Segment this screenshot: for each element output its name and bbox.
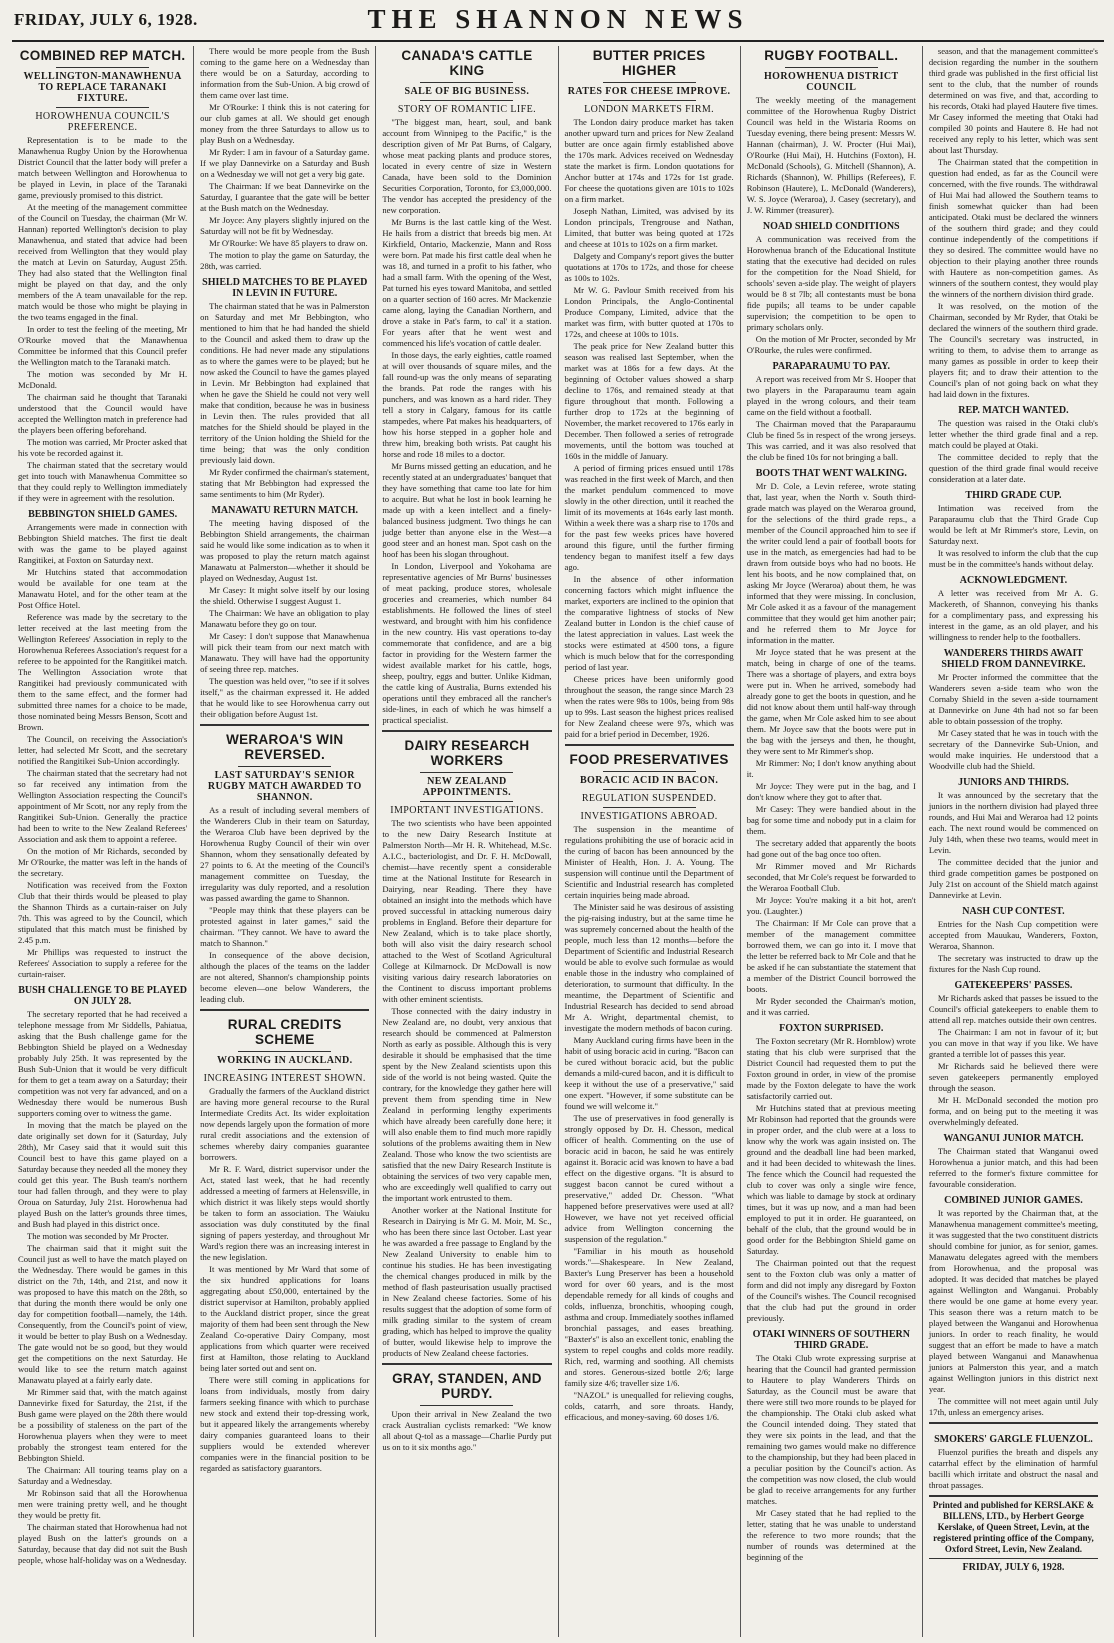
article xyxy=(382,1363,551,1453)
paragraph: The chairman said he thought that Taranaki understood that the Council would have accepted the Wellington match in preference had the players been offering beforehand. xyxy=(18,392,188,435)
paragraph: The Chairman stated that the competition in question had ended, as far as the Council were concerned, with the five rounds. The withdrawal of Hui Mai had allowed the Southern teams to finish somewhat quicker than had been anticipated. Otaki must be declared the winners of the southern third grade; and they could continue independently of the competitions if they so desired. The committee would have no objection to their playing another three rounds with Hautere as non-competition games. As winners of the southern contest, they would play the winners of the northern division third grade. xyxy=(928,157,1099,299)
paragraph: The question was raised in the Otaki club's letter whether the third grade final and a rep. match could be played at Otaki. xyxy=(928,418,1099,450)
paragraph: Mr Burns is the last cattle king of the West. He hails from a district that breeds big men. At Kirkfield, Ontario, Mackenzie, Mann and Ross were born. Pat made his first cattle deal when he was 18, and turned in a profit to his father, who had a small farm. With the opening of the West, Pat turned his eyes toward Manitoba, and settled on a quarter section of 160 acres. Mr Mackenzie came along, laying the Canadian Northern, and drove a stake in Pat's farm, to cal' it a station. For years after that he went west and commenced his life's vocation of cattle dealer. xyxy=(382,217,552,348)
masthead xyxy=(12,0,1104,42)
column-area xyxy=(12,46,1104,1637)
article-subheading: LAST SATURDAY'S SENIOR RUGBY MATCH AWARDED TO SHANNON. xyxy=(207,770,362,803)
paragraph: The chairman said that it might suit the Council just as well to have the match played on the Wednesday. There would be games in this district on the 7th, 14th, and 21st, and now it was proposed to have this match on the 28th, so that during the month there would be only one day for competition football—namely, the 14th. Consequently, from the Council's point of view, it would be better to play Bush on a Wednesday. The gate would not be so good, but they would get the competitions on the next Saturday. He would like to see the return match against Manawatu played at a fairly early date. xyxy=(18,1243,188,1385)
article xyxy=(929,46,1098,1418)
article xyxy=(200,1009,369,1474)
paragraph: Mr H. McDonald seconded the motion pro forma, and on being put to the meeting it was overwhelmingly defeated. xyxy=(928,1095,1099,1127)
paragraph: The peak price for New Zealand butter this season was realised last September, when the market was at 186s for a few days. At the beginning of October values showed a sharp decline to 176s, and remained steady at that figure throughout that month. Following a further drop to 172s at the beginning of November, the market recovered to 176s early in December. Then followed a series of retrograde movements, until the bottom was touched at 160s in the middle of January. xyxy=(564,341,734,461)
deck-rule xyxy=(603,807,696,808)
paragraph: Mr Ryder seconded the Chairman's motion, and it was carried. xyxy=(746,996,916,1017)
paragraph: It was resolved, on the motion of the Chairman, seconded by Mr Ryder, that Otaki be declared the winners of the southern third grade. The Council's secretary was instructed, in writing to them, to advise them to arrange as many games as possible in order to keep their players fit; and to draw their attention to the Council's plan of not going back on what they had laid down in the fixtures. xyxy=(928,301,1099,399)
paragraph: In those days, the early eighties, cattle roamed at will over thousands of square miles, and the fall round-up was the only means of separating the brands. Pat rode the ranges with his punchers, and was known as a hard rider. They tell a story in Calgary, famous for its cattle stampedes, where Pat makes his headquarters, of how his horse stepped in a gopher hole and threw him, breaking both wrists. Pat caught his horse and rode 18 miles to a doctor. xyxy=(382,350,552,459)
article xyxy=(200,46,369,720)
paragraph: Mr Hutchins stated that accommodation would be available for one team at the Manawatu Hotel, and for the other team at the Post Office Hotel. xyxy=(18,567,188,610)
paragraph: The chairman stated that the secretary would get into touch with Manawhenua Committee so that they could reply to Wellington immediately if they were in agreement with the resolution. xyxy=(18,460,188,503)
section-heading: NOAD SHIELD CONDITIONS xyxy=(762,221,900,232)
column-4 xyxy=(559,46,741,1637)
paragraph: The Minister said he was desirous of assisting the pig-raising industry, but at the same time he was supremely concerned about the health of the people, much less than 12 months—before the Department of Scientific and Industrial Research would be able to evolve such formulae as would enable those in the industry who complained of deterioration, to surmount that difficulty. In the meantime, the Department of Scientific and Industrial Research has decided to send abroad Mr A. Wright, departmental chemist, to investigate the modern methods of bacon curing. xyxy=(564,902,734,1033)
article-subheading: WELLINGTON-MANAWHENUA TO REPLACE TARANAKI FIXTURE. xyxy=(23,71,182,104)
section-heading: PARAPARAUMU TO PAY. xyxy=(772,361,891,372)
paragraph: There would be more people from the Bush coming to the game here on a Wednesday than there would be on a Saturday, according to information from the Sub-Union. A big crowd of them came over last time. xyxy=(200,46,370,100)
section-heading: GATEKEEPERS' PASSES. xyxy=(954,980,1073,991)
paragraph: Joseph Nathan, Limited, was advised by its London principals, Trengrouse and Nathan, Limited, that butter was being quoted at 172s and cheese at 101s to 102s on a firm market. xyxy=(564,206,734,249)
section-heading: ACKNOWLEDGMENT. xyxy=(959,575,1068,586)
paragraph: Mr Richards said he believed there were seven gatekeepers permanently employed through the season. xyxy=(928,1061,1099,1093)
article-subheading: RATES FOR CHEESE IMPROVE. xyxy=(567,86,731,97)
paragraph: The weekly meeting of the management committee of the Horowhenua Rugby District Council was held in the Wistaria Rooms on Tuesday evening, there being present: Messrs W. Hannan (chairman), J. W. Procter (Hui Mai), O'Rourke (Hui Mai), H. Hutchins (Foxton), H. McDonald (Schools), G. Mitchell (Shannon), A. Richards (Shannon), W. Phillips (Referees), F. Robinson (Hautere), L. McDonald (Wanderers), W. S. Joyce (Weraroa), J. Casey (secretary), and J. W. Rimmer (treasurer). xyxy=(746,95,916,215)
headline-rule xyxy=(56,67,149,68)
paragraph: The secretary reported that he had received a telephone message from Mr Siddells, Pahiatua, asking that the Bush challenge game for the Bebbington Shield be played on a Wednesday probably July 25th. It was represented by the Bush Sub-Union that it would be very difficult for them to get a team away on a Saturday; their competition was not very far advanced, and on a Wednesday there would be numerous Bush supporters coming over to witness the game. xyxy=(18,1009,188,1118)
paragraph: Mr Robinson said that all the Horowhenua men were training pretty well, and he thought they would be pretty fit. xyxy=(18,1488,188,1520)
paragraph: Mr Burns missed getting an education, and he recently stated at an undergraduates' banquet that they have something that came too late for him to acquire. But what he lost in book learning he made up with a keen intellect and a finely-balanced business judgment. Two things he can judge better than anyone else in the West—a good steer and an honest man. Spot cash on the hoof has been his slogan throughout. xyxy=(382,461,552,559)
column-3 xyxy=(376,46,558,1637)
paragraph: The meeting having disposed of the Bebbington Shield arrangements, the chairman said he would like some indication as to when it was proposed to play the return match against Manawatu at Palmerston—whether it should be played on Wednesday, August 1st. xyxy=(200,518,370,583)
paragraph: Mr O'Rourke: We have 85 players to draw on. xyxy=(209,238,368,248)
article-subheading: INVESTIGATIONS ABROAD. xyxy=(580,811,718,822)
paragraph: The suspension in the meantime of regulations prohibiting the use of boracic acid in the curing of bacon has been announced by the Minister of Health, Hon. J. A. Young. The suspension will continue until the Department of Scientific and Industrial research has completed certain inquiries being made abroad. xyxy=(564,824,734,900)
paragraph: Mr Rimmer moved and Mr Richards seconded, that Mr Cole's request be forwarded to the Weraroa Football Club. xyxy=(746,861,916,893)
paragraph: It was reported by the Chairman that, at the Manawhenua management committee's meeting, it was suggested that the two constituent districts should combine for junior, as for senior, games. Manawatu delegates agreed with the members from Horowhenua, and the proposal was adopted. It was decided that matches be played against Wellington and Wanganui. Probably there would be one game at home every year. This season there was a return match to be played between the Wanganui and Horowhenua juniors. In order to reach finality, he would suggest that an effort be made to have a match played between Wanganui and Manawhenua juniors at Palmerston this year, and a match against Wellington juniors in this district next year. xyxy=(928,1208,1099,1394)
section-heading: REP. MATCH WANTED. xyxy=(958,405,1069,416)
headline-rule xyxy=(238,1051,331,1052)
paragraph: As a result of including several members of the Wanderers Club in their team on Saturday, the Weraroa Club have been deprived by the Horowhenua Rugby Council of their win over Shannon, whom they sensationally defeated by 27 points to 6. At the meeting of the Council's management committee on Tuesday, the irregularity was duly reported, and a resolution was passed awarding the game to Shannon. xyxy=(200,805,370,903)
article-headline: DAIRY RESEARCH WORKERS xyxy=(404,738,530,768)
deck-rule xyxy=(603,100,696,101)
paragraph: The chairman stated that the secretary had not so far received any intimation from the Wellington Association respecting the Council's appointment of Mr Scott, nor any reply from the Rangitikei Sub-Union. Generally the practice had been to write to the New Zealand Referees' Association and ask them to appoint a referee. xyxy=(18,768,188,844)
paragraph: Mr Rimmer said that, with the match against Dannevirke fixed for Saturday, the 21st, if the Bush game were played on the 28th there would be a possibility of staleness on the part of the Horowhenua players when they were to meet probably the strongest team entered for the Bebbington Shield. xyxy=(18,1387,188,1463)
paragraph: Many Auckland curing firms have been in the habit of using boracic acid in curing. "Bacon can be cured without boracic acid, but the public demands a mild-cured bacon, and it is difficult to keep it without the use of a preservative," said one expert. "However, if some substitute can be found we will welcome it." xyxy=(564,1035,734,1111)
paragraph: Mr Phillips was requested to instruct the Referees' Association to supply a referee for the curtain-raiser. xyxy=(18,947,188,979)
paragraph: Mr Casey: It might solve itself by our losing the shield. Otherwise I suggest August 1. xyxy=(200,585,370,606)
paragraph: The motion was carried, Mr Procter asked that his vote be recorded against it. xyxy=(18,437,188,458)
paragraph: Mr Casey: I don't suppose that Manawhenua will pick their team from our next match with Manawatu. They will have had the opportunity of seeing three rep. matches. xyxy=(200,631,370,674)
paragraph: Mr Casey stated that he had replied to the letter, stating that he was unable to understand the reference to two more rounds; that the number of rounds was determined at the beginning of the xyxy=(746,1508,916,1562)
deck-rule xyxy=(238,1069,331,1070)
paragraph: The London dairy produce market has taken another upward turn and prices for New Zealand butter are once again firmly established above the 170s mark. Advices received on Wednesday state the market is firm. London quotations for Anchor butter at 174s and 172s for 1st grade. For cheese the quotations given are 101s to 102s on a firm market. xyxy=(564,117,734,204)
paragraph: In consequence of the above decision, although the places of the teams on the ladder are not altered, Shannon's championship points become eleven—one below Wanderers, the leading club. xyxy=(200,950,370,1004)
article-subheading: LONDON MARKETS FIRM. xyxy=(584,104,715,115)
article-subheading: SALE OF BIG BUSINESS. xyxy=(404,86,530,97)
section-heading: BOOTS THAT WENT WALKING. xyxy=(755,468,907,479)
article xyxy=(200,724,369,1005)
section-heading: SHIELD MATCHES TO BE PLAYED IN LEVIN IN FUTURE. xyxy=(202,277,368,299)
article xyxy=(382,48,551,726)
article-subheading: BORACIC ACID IN BACON. xyxy=(579,775,719,786)
paragraph: It was resolved to inform the club that the cup must be in the committee's hands without delay. xyxy=(928,548,1099,569)
paragraph: Mr Rimmer: No; I don't know anything about it. xyxy=(746,758,916,779)
paragraph: Arrangements were made in connection with Bebbington Shield matches. The first tie dealt with was the game to be played against Rangitikei, at Foxton on Saturday next. xyxy=(18,522,188,565)
paragraph: Mr Joyce: They were put in the bag, and I don't know where they got to after that. xyxy=(746,781,916,802)
paragraph: The Chairman: I am not in favour of it; but you can move in that way if you like. We have granted a terrible lot of passes this year. xyxy=(928,1027,1099,1059)
section-heading: FOXTON SURPRISED. xyxy=(779,1023,884,1034)
paragraph: "The biggest man, heart, soul, and bank account from Winnipeg to the Pacific," is the description given of Mr Pat Burns, of Calgary, whose meat packing plants and produce stores, located in every centre of size in Western Canada, have been sold to the Dominion Securities Corporation, Toronto, for £3,000,000. The vendor has accepted the presidency of the new corporation. xyxy=(382,117,552,215)
article-subheading: IMPORTANT INVESTIGATIONS. xyxy=(390,805,544,816)
paragraph: In order to test the feeling of the meeting, Mr O'Rourke moved that the Manawhenua Committee be informed that this Council prefer the Wellington match to the Taranaki match. xyxy=(18,324,188,367)
paragraph: The chairman stated that he was in Palmerston on Saturday and met Mr Bebbington, who mentioned to him that he had handed the shield to the Council and asked them to draw up the conditions. He had never made any stipulations as to where the games were to be played; but he now asked the Council to have the games played in Levin. Mr Bebbington had explained that when he gave the Shield he could not very well make that condition, because he was in business in Levin then. The rules provided that all matches for the Shield should be played in the territory of the Union holding the Shield for the time being; that was the only condition previously laid down. xyxy=(200,301,370,465)
paragraph: On the motion of Mr Richards, seconded by Mr O'Rourke, the matter was left in the hands of the secretary. xyxy=(18,846,188,878)
column-5 xyxy=(741,46,923,1637)
paragraph: Mr Casey stated that he was in touch with the secretary of the Dannevirke Sub-Union, and would make inquiries. He understood that a Woodville club had the Shield. xyxy=(928,728,1099,771)
paragraph: Gradually the farmers of the Auckland district are having more general recourse to the Rural Intermediate Credits Act. Its wider exploitation now depends largely upon the formation of more rural credit associations and the extension of schemes whereby dairy companies guarantee borrowers. xyxy=(200,1086,370,1162)
paragraph: The Foxton secretary (Mr R. Hornblow) wrote stating that his club were surprised that the District Council had requested them to put the Foxton ground in order, in view of the promise made by the Foxton delegate to have the work satisfactorily carried out. xyxy=(746,1036,916,1101)
section-heading: COMBINED JUNIOR GAMES. xyxy=(944,1195,1083,1206)
paragraph: Mr Joyce: You're making it a bit hot, aren't you. (Laughter.) xyxy=(746,895,916,916)
paragraph: Dalgety and Company's report gives the butter quotations at 170s to 172s, and those for cheese as 100s to 102s. xyxy=(564,251,734,283)
paragraph: The motion was seconded by Mr H. McDonald. xyxy=(18,369,188,390)
paragraph: The question was held over, "to see if it solves itself," as the chairman expressed it. He added that he would like to see Horowhenua carry out their obligation before August 1st. xyxy=(200,676,370,719)
article xyxy=(18,48,187,1566)
paragraph: Mr Ryder: I am in favour of a Saturday game. If we play Dannevirke on a Saturday and Bush on a Wednesday we will not get a very big gate. xyxy=(200,147,370,179)
issue-date: FRIDAY, JULY 6, 1928. xyxy=(14,10,198,29)
column-1 xyxy=(12,46,194,1637)
article-subheading: HOROWHENUA DISTRICT COUNCIL xyxy=(763,71,899,93)
section-heading: BEBBINGTON SHIELD GAMES. xyxy=(28,509,178,520)
paragraph: The motion to play the game on Saturday, the 28th, was carried. xyxy=(200,250,370,271)
paragraph: Entries for the Nash Cup competition were accepted from Mauukau, Wanderers, Foxton, Weraroa, Shannon. xyxy=(928,919,1099,951)
deck-rule xyxy=(420,100,513,101)
section-heading: BUSH CHALLENGE TO BE PLAYED ON JULY 28. xyxy=(18,985,187,1007)
deck-rule xyxy=(603,789,696,790)
paragraph: The motion was seconded by Mr Procter. xyxy=(27,1231,169,1241)
paragraph: Mr Joyce: Any players slightly injured on the Saturday will not be fit by Wednesday. xyxy=(200,215,370,236)
paragraph: Cheese prices have been uniformly good throughout the season, the range since March 23 when the rates were 98s to 100s, being from 98s up to 99s. Last season the highest prices realised for New Zealand cheese were 97s, which was paid for a brief period in December, 1926. xyxy=(564,674,734,739)
article-subheading: INCREASING INTEREST SHOWN. xyxy=(203,1073,366,1084)
article xyxy=(565,48,734,740)
paragraph: A letter was received from Mr A. G. Mackereth, of Shannon, conveying his thanks for a complimentary pass, and expressing his interest in the game, as an old player, and his willingness to render help to the footballers. xyxy=(928,588,1099,642)
paragraph: In the absence of other information concerning factors which might influence the market, exporters are inclined to the opinion that the comparative lightness of stocks of New Zealand butter in London is the chief cause of the latest appreciation in values. Last week the stocks were estimated at 4500 tons, a figure which is much below that for the corresponding period of last year. xyxy=(564,574,734,672)
headline-rule xyxy=(420,82,513,83)
paragraph: The committee will not meet again until July 17th, unless an emergency arises. xyxy=(928,1396,1099,1417)
printer-imprint: Printed and published for KERSLAKE & BILLENS, LTD., by Herbert George Kerslake, of Queen Street, Levin, at the registered printing office of the Company, Oxford Street, Levin, New Zealand. xyxy=(929,1495,1098,1559)
paragraph: The Chairman stated that Wanganui owed Horowhenua a junior match, and this had been referred to the former's fixture committee for favourable consideration. xyxy=(928,1146,1099,1189)
paragraph: Intimation was received from the Paraparaumu club that the Third Grade Cup would be left at Mr Rimmer's store, Levin, on Saturday next. xyxy=(928,503,1099,546)
paragraph: The two scientists who have been appointed to the new Dairy Research Institute at Palmerston North—Mr H. R. Whitehead, M.Sc. A.I.C., bacteriologist, and Dr. F. H. McDowall, chemist—have recently spent a considerable time at the National Institute for Research in Dairying, near Reading. There they have obtained an insight into the methods which have proved successful in attacking numerous dairy problems in England. Before their departure for New Zealand, which is to take place shortly, both will also visit the dairy research school attached to the West of Scotland Agricultural College at Kilmarnock. Dr McDowall is now visiting various dairy research laboratories on the Continent to discuss important problems with other eminent scientists. xyxy=(382,818,552,1004)
paragraph: Upon their arrival in New Zealand the two crack Australian cyclists remarked: "We know all about Q-tol as a massage—Charlie Purdy put us on to it six months ago." xyxy=(382,1409,552,1452)
column-6 xyxy=(923,46,1104,1637)
paragraph: It was announced by the secretary that the juniors in the northern division had played three rounds, and Hui Mai and Weraroa had 12 points each. The next round would be commenced on July 14th, when these two teams, would meet in Levin. xyxy=(928,790,1099,855)
paragraph: It was mentioned by Mr Ward that some of the six hundred applications for loans aggregating about £50,000, entertained by the district supervisor at Hamilton, probably applied to the Auckland district proper, since the great majority of them had been sent through the New Zealand Co-operative Dairy Company, most applications from which quarter were received first at Hamilton, those relating to Auckland being later sorted out and sent on. xyxy=(200,1264,370,1373)
paragraph: The Chairman moved that the Paraparaumu Club be fined 5s in respect of the wrong jerseys. This was carried, and it was also resolved that the club be fined 10s for not bringing a ball. xyxy=(746,419,916,462)
paragraph: Mr Hutchins stated that at previous meeting Mr Robinson had reported that the grounds were in proper order, and the club were at a loss to know why the work was again insisted on. The ground and the deadball line had been marked, and it had been decided to whitewash the lines. The fence which the Council had requested the club to cover was only a single wire fence, which was liable to damage by stock at ordinary times, but it was up now, and a man had been employed to put it in order. He guaranteed, on behalf of the club, that the ground would be in good order for the Bebbington Shield game on Saturday. xyxy=(746,1103,916,1256)
paragraph: The Chairman: All touring teams play on a Saturday and a Wednesday. xyxy=(18,1465,188,1486)
paragraph: Reference was made by the secretary to the letter received at the last meeting from the Wellington Referees' Association in reply to the Horowhenua Referees Association's request for a referee to be appointed for the Rangitikei match. The Wellington Association wrote that Rangitikei had previously communicated with them to the same effect, and the former had submitted three names for a choice to be made, those nominated being Messrs Benson, Scott and Brown. xyxy=(18,612,188,732)
paragraph: The committee decided that the junior and third grade competition games be postponed on July 21st on account of the Shield match against Dannevirke at Levin. xyxy=(928,857,1099,900)
paragraph: The Chairman: We have an obligation to play Manawatu before they go on tour. xyxy=(200,608,370,629)
paragraph: Those connected with the dairy industry in New Zealand are, no doubt, very anxious that research should be commenced at Palmerston North as early as possible. Although this is very desirable it should be emphasised that the time spent by the New Zealand scientists upon this side of the world is not being wasted. Quite the contrary, for the knowledge they gather here will prevent them from spending time in New Zealand in performing lengthy experiments which have already been carefully done here; it will also enable them to find much more rapidly solutions of the problems awaiting them in New Zealand. Those who know the two scientists are satisfied that the new Dairy Research Institute is obtaining the services of two very capable men, who are exceedingly well qualified to carry out the important work entrusted to them. xyxy=(382,1006,552,1203)
article xyxy=(747,48,916,1563)
deck-rule xyxy=(56,107,149,108)
paragraph: Mr Casey: They were bandied about in the bag for some time and nobody put in a claim for them. xyxy=(746,804,916,836)
article xyxy=(382,730,551,1359)
paragraph: "Familiar in his mouth as household words."—Shakespeare. In New Zealand, Baxter's Lung Preserver has been a household word for over 60 years, and is the most dependable remedy for all kinds of coughs and colds, influenza, bronchitis, whooping cough, asthma and croup. Immediately soothes inflamed bronchial passages, and eases breathing. "Baxter's" is also an excellent tonic, enabling the system to repel coughs and colds more readily. Rich, red, warming and soothing. All chemists and stores. Generous-sized bottle 2/6; large family size 4/6; traveller size 1/6. xyxy=(564,1246,734,1388)
headline-rule xyxy=(420,772,513,773)
paragraph: "People may think that these players can be protested against in later games," said the chairman. "They cannot. We have to award the match to Shannon." xyxy=(200,905,370,948)
paragraph: Mr W. G. Pavlour Smith received from his London Principals, the Anglo-Continental Produce Company, Limited, advice that the market was firm, with butter quoted at 170s to 172s, and cheese at 100s to 101s. xyxy=(564,285,734,339)
paragraph: A period of firming prices ensued until 178s was reached in the first week of March, and then the market pendulum commenced to move slowly in the other direction, until it reached the limit of its movements at 164s early last month. Within a week there was a sharp rise to 170s and for the past few weeks prices have hovered around this figure, until the further firming tendency began to manifest itself a few days ago. xyxy=(564,463,734,572)
section-heading: THIRD GRADE CUP. xyxy=(965,490,1062,501)
article-headline: RUGBY FOOTBALL. xyxy=(764,48,899,63)
headline-rule xyxy=(785,67,878,68)
article-headline: WERAROA'S WIN REVERSED. xyxy=(226,732,344,762)
article-headline: COMBINED REP MATCH. xyxy=(19,48,186,63)
paragraph: In moving that the match be played on the date originally set down for it (Saturday, July 28th), Mr Casey said that it would suit this Council best to have this game played on a Saturday because they needed all the money they could get this year. The Bush team's northern tour had fallen through, and they were to play Oroua on Saturday, July 21st. Horowhenua had played Bush on the latter's grounds three times, and Bush had played in this district once. xyxy=(18,1120,188,1229)
headline-rule xyxy=(238,766,331,767)
article-subheading: HOROWHENUA COUNCIL'S PREFERENCE. xyxy=(35,111,170,133)
headline-rule xyxy=(603,82,696,83)
paragraph: There were still coming in applications for loans from individuals, mostly from dairy farmers seeking finance with which to purchase new stock and extend their top-dressing work, but it appeared likely the arrangements whereby dairy companies guaranteed loans to their suppliers would be extended wherever companies were in the financial position to be regarded as satisfactory guarantors. xyxy=(200,1375,370,1473)
deck-rule xyxy=(420,801,513,802)
paragraph: The secretary added that apparently the boots had gone out of the bag once too often. xyxy=(746,838,916,859)
paragraph: Mr R. F. Ward, district supervisor under the Act, stated last week, that he had recently addressed a meeting of farmers at Helensville, in which district it was likely steps would shortly be taken to form an association. The Waiuku association was duly constituted by the final signing of papers yesterday, and throughout Mr Ward's region there was an increasing interest in the new legislation. xyxy=(200,1164,370,1262)
article-subheading: STORY OF ROMANTIC LIFE. xyxy=(397,104,536,115)
paragraph: The committee decided to reply that the question of the third grade final would receive consideration at a later date. xyxy=(928,452,1099,484)
headline-rule xyxy=(420,1405,513,1406)
paragraph: Mr O'Rourke: I think this is not catering for our club games at all. We should get enough money from the three Saturdays to allow us to play Bush on a Wednesday. xyxy=(200,102,370,145)
section-heading: WANGANUI JUNIOR MATCH. xyxy=(943,1133,1084,1144)
paragraph: "NAZOL" is unequalled for relieving coughs, colds, catarrh, and sore throats. Handy, efficacious, and money-saving. 60 doses 1/6. xyxy=(564,1390,734,1422)
newspaper-title: THE SHANNON NEWS xyxy=(367,4,749,34)
paragraph: The Chairman: If we beat Dannevirke on the Saturday, I guarantee that the gate will be better at the Bush match on the Wednesday. xyxy=(200,181,370,213)
footer-date: FRIDAY, JULY 6, 1928. xyxy=(962,1562,1065,1573)
column-2 xyxy=(194,46,376,1637)
section-heading: OTAKI WINNERS OF SOUTHERN THIRD GRADE. xyxy=(752,1329,910,1351)
article-headline: GRAY, STANDEN, AND PURDY. xyxy=(392,1371,542,1401)
paragraph: Representation is to be made to the Manawhenua Rugby Union by the Horowhenua District Council that the latter body will prefer a match between Wellington and Horowhenua to be played in Levin, in place of the Taranaki game, previously promised to this district. xyxy=(18,135,188,200)
paragraph: Fluenzol purifies the breath and dispels any catarrhal effect by the elimination of harmful bacilli which irritate and obstruct the nasal and throat passages. xyxy=(928,1447,1099,1490)
paragraph: The secretary was instructed to draw up the fixtures for the Nash Cup round. xyxy=(928,953,1099,974)
paragraph: Mr Procter informed the committee that the Wanderers seven a-side team who won the Cornaby Shield in the seven a-side tournament at Dannevirke on June 4th had not so far been able to obtain possession of the trophy. xyxy=(928,672,1099,726)
paragraph: In London, Liverpool and Yokohama are representative agencies of Mr Burns' businesses of meat packing, produce stores, wholesale groceries and creameries, which number 84 establishments. He followed the lines of steel westward, and brought with him his confidence in the new country. His vast operations to-day commemorate that confidence, and are a big factor in providing for the Western farmer the widest available market for his cattle, hogs, sheep, poultry, eggs and butter. Unlike Kidman, the cattle king of Australia, Burns extended his operations until they embraced all the rancher's side-lines, in each of which he was himself a practical specialist. xyxy=(382,561,552,725)
paragraph: The Council, on receiving the Association's letter, had selected Mr Scott, and the secretary notified the Rangitikei Sub-Union accordingly. xyxy=(18,734,188,766)
paragraph: The Otaki Club wrote expressing surprise at hearing that the Council had granted permission to Hautere to play Wanderers Thirds on Saturday, as the Council must be aware that there were still two more rounds to be played for the championship. The Otaki club asked what the Council intended doing. They stated that they were six points in the lead, and that the remaining two games would make no difference to the championship, but they had been placed in a peculiar position by the Council's action. As the competition was now closed, the club would be glad to receive arrangements for any further matches. xyxy=(746,1353,916,1506)
paragraph: Mr Ryder confirmed the chairman's statement, stating that Mr Bebbington had expressed the same sentiments to him (Mr Ryder). xyxy=(200,467,370,499)
section-heading: JUNIORS AND THIRDS. xyxy=(958,777,1069,788)
paragraph: Mr D. Cole, a Levin referee, wrote stating that, last year, when the North v. South third-grade match was played on the Weraroa ground, for the selections of the third grade reps., a member of the Council approached him to see if the writer could lend a pair of football boots for use in the match, as emergencies had had to be drawn from outside boys who had no boots. He lent his boots, and he now complained that, on asking Mr Joyce (Weraroa) about them, he was informed that they were missing. In conclusion, Mr Cole asked it as a favour of the management committee that they would get him another pair; and he referred them to Mr Joyce for information in the matter. xyxy=(746,481,916,645)
article-headline: FOOD PRESERVATIVES xyxy=(569,752,729,767)
article-subheading: NEW ZEALAND APPOINTMENTS. xyxy=(422,776,512,798)
article-subheading: REGULATION SUSPENDED. xyxy=(581,793,717,804)
paragraph: Notification was received from the Foxton Club that their thirds would be pleased to play the Shannon Thirds as a curtain-raiser on July 7th. This was agreed to by the Council, which stipulated that this match must be finished by 2.45 p.m. xyxy=(18,880,188,945)
article xyxy=(929,1422,1098,1491)
paragraph: Mr Richards asked that passes be issued to the Council's official gatekeepers to enable them to attend all rep. matches outside their own centres. xyxy=(928,993,1099,1025)
article-headline: CANADA'S CATTLE KING xyxy=(401,48,533,78)
paragraph: The Chairman: If Mr Cole can prove that a member of the management committee borrowed them, we can go into it. I move that the letter be referred back to Mr Cole and that he be asked if he can substantiate the statement that a member of the District Council borrowed the boots. xyxy=(746,918,916,994)
paragraph: At the meeting of the management committee of the Council on Tuesday, the chairman (Mr W. Hannan) reported Wellington's decision to play Manawhenua, and stated that advice had been received from Wellington that they would play the match at Levin on Saturday, August 25th. They had also stated that the Wellington final might be played on that day, and the only members of the A team unavailable for the rep. match would be those who might be playing in the two teams engaged in the final. xyxy=(18,202,188,322)
paragraph: Mr Joyce stated that he was present at the match, being in charge of one of the teams. There was a shortage of players, and extra boys were put in. When he arrived, somebody had already gone to get the boots in question, and he did not know about them until half-way through the game, when Mr Cole asked him to see about them. Mr Joyce saw that the boots were put in the bag with the jerseys and then, he thought, they were sent to Mr Rimmer's shop. xyxy=(746,647,916,756)
advert-heading: SMOKERS' GARGLE FLUENZOL. xyxy=(934,1434,1093,1445)
paragraph: season, and that the management committee's decision regarding the number in the southern third grade was published in the first official list sent to the club, that the number of rounds determined on was five, and that, according to his records, Otaki had played Hautere five times. Mr Casey informed the meeting that Otaki had compiled 30 points and Hautere 8. He had not received any reply to his letter, which was sent about last Thursday. xyxy=(928,46,1099,155)
section-heading: NASH CUP CONTEST. xyxy=(962,906,1065,917)
article-subheading: WORKING IN AUCKLAND. xyxy=(217,1055,353,1066)
article xyxy=(565,744,734,1423)
article-headline: BUTTER PRICES HIGHER xyxy=(592,48,706,78)
headline-rule xyxy=(603,771,696,772)
paragraph: The Chairman pointed out that the request sent to the Foxton club was only a matter of form and did not imply any disregard by Foxton of the Council's wishes. The Council recognised that the club had put the ground in order previously. xyxy=(746,1258,916,1323)
article-headline: RURAL CREDITS SCHEME xyxy=(227,1017,342,1047)
paragraph: The use of preservatives in food generally is strongly opposed by Dr. H. Chesson, medical officer of health. Commenting on the use of boracic acid in bacon, he said he was entirely against it. Boracic acid was known to have a bad effect on the digestive organs. "It is absurd to suggest bacon cannot be cured without a preservative," added Dr. Chesson. "What happened before preservatives were used at all? However, we have not yet received official advice from Wellington concerning the suspension of the regulation." xyxy=(564,1113,734,1244)
section-heading: MANAWATU RETURN MATCH. xyxy=(211,505,359,516)
paragraph: A communication was received from the Horowhenua branch of the Educational Institute stating that the executive had decided on rules for the competition for the Noad Shield, for schools' seven a-side play. The weight of players would be 8 st 7lb; all contestants must be bona fide pupils; all teams to be under capable supervision; the competition to be open to primary scholars only. xyxy=(746,234,916,332)
paragraph: On the motion of Mr Procter, seconded by Mr O'Rourke, the rules were confirmed. xyxy=(746,334,916,355)
paragraph: A report was received from Mr S. Hooper that two players in the Paraparaumu team again played in the wrong colours, and their team came on the field without a football. xyxy=(746,374,916,417)
section-heading: WANDERERS THIRDS AWAIT SHIELD FROM DANNEVIRKE. xyxy=(941,648,1086,670)
paragraph: The chairman stated that Horowhenua had not played Bush on the latter's grounds on a Saturday, because that day did not suit the Bush people, whose half-holiday was on a Wednesday. xyxy=(18,1522,188,1565)
paragraph: Another worker at the National Institute for Research in Dairying is Mr G. M. Moir, M. Sc., who has been there since last October. Last year he was awarded a free passage to England by the New Zealand University to enable him to continue his studies. He has been investigating the chemical changes produced in milk by the method of flash pasteurisation usually practised in New Zealand cheese factories. Some of his results suggest that the adoption of some form of milk grading similar to the system of cream grading, which has helped to improve the quality of butter, would likewise help to improve the products of New Zealand cheese factories. xyxy=(382,1205,552,1358)
